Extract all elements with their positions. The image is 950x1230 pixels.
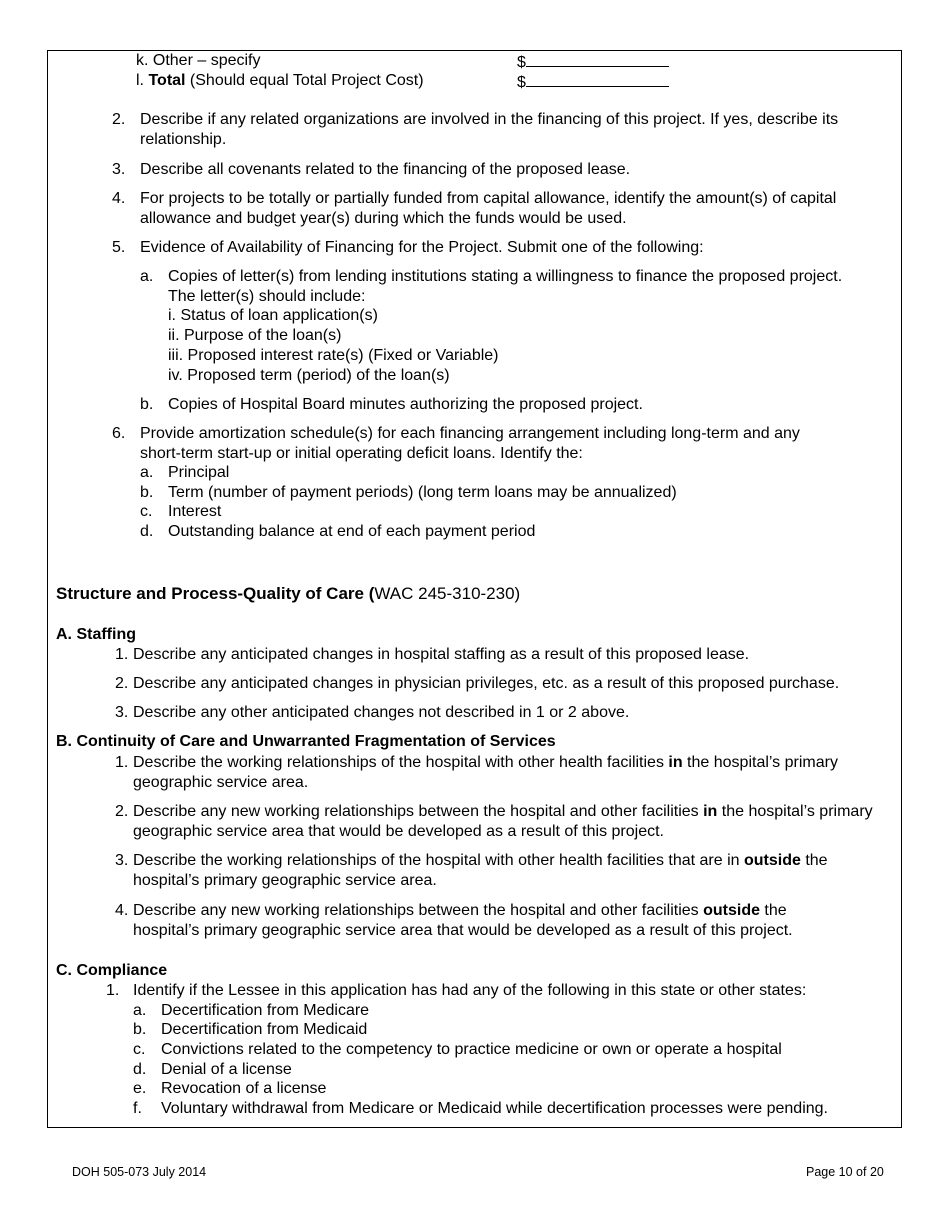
page-number: Page 10 of 20 — [806, 1165, 884, 1179]
question-number: 1. — [115, 646, 129, 663]
cost-line-other: k. Other – specify — [136, 52, 261, 69]
amortization-item: Outstanding balance at end of each payment period — [168, 523, 536, 540]
sub-item-label: b. — [140, 484, 154, 501]
compliance-item: Decertification from Medicaid — [161, 1021, 368, 1038]
staffing-question: Describe any anticipated changes in hospital staffing as a result of this proposed lease. — [133, 646, 750, 663]
cost-line-total: l. Total (Should equal Total Project Cost) — [136, 72, 424, 89]
staffing-question: Describe any other anticipated changes not described in 1 or 2 above. — [133, 704, 630, 721]
amortization-item: Principal — [168, 464, 230, 481]
amortization-item: Term (number of payment periods) (long term loans may be annualized) — [168, 484, 677, 501]
question-number: 3. — [115, 704, 129, 721]
letter-item: iv. Proposed term (period) of the loan(s) — [168, 367, 450, 384]
sub-item-label: d. — [133, 1061, 147, 1078]
sub-item-label: b. — [133, 1021, 147, 1038]
sub-item-label: c. — [133, 1041, 146, 1058]
question-number: 1. — [115, 754, 129, 771]
question-number: 2. — [115, 675, 129, 692]
question-number: 5. — [112, 239, 126, 256]
compliance-item: Convictions related to the competency to practice medicine or own or operate a hospital — [161, 1041, 782, 1058]
sub-item-label: a. — [140, 268, 154, 285]
question-number: 2. — [115, 803, 129, 820]
financing-question-covenants: Describe all covenants related to the financing of the proposed lease. — [140, 161, 631, 178]
amortization-item: Interest — [168, 503, 222, 520]
compliance-item: Revocation of a license — [161, 1080, 327, 1097]
staffing-heading: A. Staffing — [56, 626, 136, 643]
sub-item-label: c. — [140, 503, 153, 520]
cost-field-total: $ — [517, 71, 669, 93]
amortization-line1: Provide amortization schedule(s) for each financing arrangement including long-term and any — [140, 425, 800, 442]
sub-item-label: d. — [140, 523, 154, 540]
letter-item: i. Status of loan application(s) — [168, 307, 378, 324]
financing-question-related-orgs: Describe if any related organizations are involved in the financing of this project. If yes, describe its relationship. — [140, 111, 839, 148]
question-number: 4. — [115, 902, 129, 919]
question-number: 2. — [112, 111, 126, 128]
continuity-question: Describe the working relationships of the hospital with other health facilities that are in outside the hospital’s primary geographic service area. — [133, 852, 828, 889]
question-number: 3. — [112, 161, 126, 178]
sub-item-label: e. — [133, 1080, 147, 1097]
question-number: 3. — [115, 852, 129, 869]
section-title: Structure and Process-Quality of Care (WAC 245-310-230) — [56, 584, 521, 603]
financing-question-evidence: Evidence of Availability of Financing for the Project. Submit one of the following: — [140, 239, 704, 256]
letter-item: ii. Purpose of the loan(s) — [168, 327, 342, 344]
cost-field-other: $ — [517, 51, 669, 73]
compliance-heading: C. Compliance — [56, 962, 168, 979]
compliance-item: Denial of a license — [161, 1061, 292, 1078]
question-number: 6. — [112, 425, 126, 442]
evidence-letters-line1: Copies of letter(s) from lending institutions stating a willingness to finance the proposed project. — [168, 268, 843, 285]
continuity-question: Describe any new working relationships between the hospital and other facilities outside the hospital’s primary geographic service area that would be developed as a result of this project. — [133, 902, 793, 939]
sub-item-label: a. — [133, 1002, 147, 1019]
compliance-question: Identify if the Lessee in this application has had any of the following in this state or other states: — [133, 982, 807, 999]
continuity-heading: B. Continuity of Care and Unwarranted Fragmentation of Services — [56, 733, 556, 750]
compliance-item: Voluntary withdrawal from Medicare or Medicaid while decertification processes were pending. — [161, 1100, 828, 1117]
question-number: 1. — [106, 982, 120, 999]
sub-item-label: f. — [133, 1100, 142, 1117]
staffing-question: Describe any anticipated changes in physician privileges, etc. as a result of this proposed purchase. — [133, 675, 840, 692]
evidence-letters-line2: The letter(s) should include: — [168, 288, 366, 305]
sub-item-label: b. — [140, 396, 154, 413]
continuity-question: Describe any new working relationships between the hospital and other facilities in the hospital’s primary geographic service area that would be developed as a result of this project. — [133, 803, 873, 840]
evidence-board-minutes: Copies of Hospital Board minutes authorizing the proposed project. — [168, 396, 643, 413]
sub-item-label: a. — [140, 464, 154, 481]
compliance-item: Decertification from Medicare — [161, 1002, 370, 1019]
question-number: 4. — [112, 190, 126, 207]
form-number: DOH 505-073 July 2014 — [72, 1165, 207, 1179]
financing-question-capital-allowance: For projects to be totally or partially funded from capital allowance, identify the amount(s) of capital allowance and budget year(s) during which the funds would be used. — [140, 190, 837, 227]
continuity-question: Describe the working relationships of the hospital with other health facilities in the hospital’s primary geographic service area. — [133, 754, 838, 791]
amortization-line2: short-term start-up or initial operating deficit loans. Identify the: — [140, 445, 583, 462]
letter-item: iii. Proposed interest rate(s) (Fixed or Variable) — [168, 347, 499, 364]
